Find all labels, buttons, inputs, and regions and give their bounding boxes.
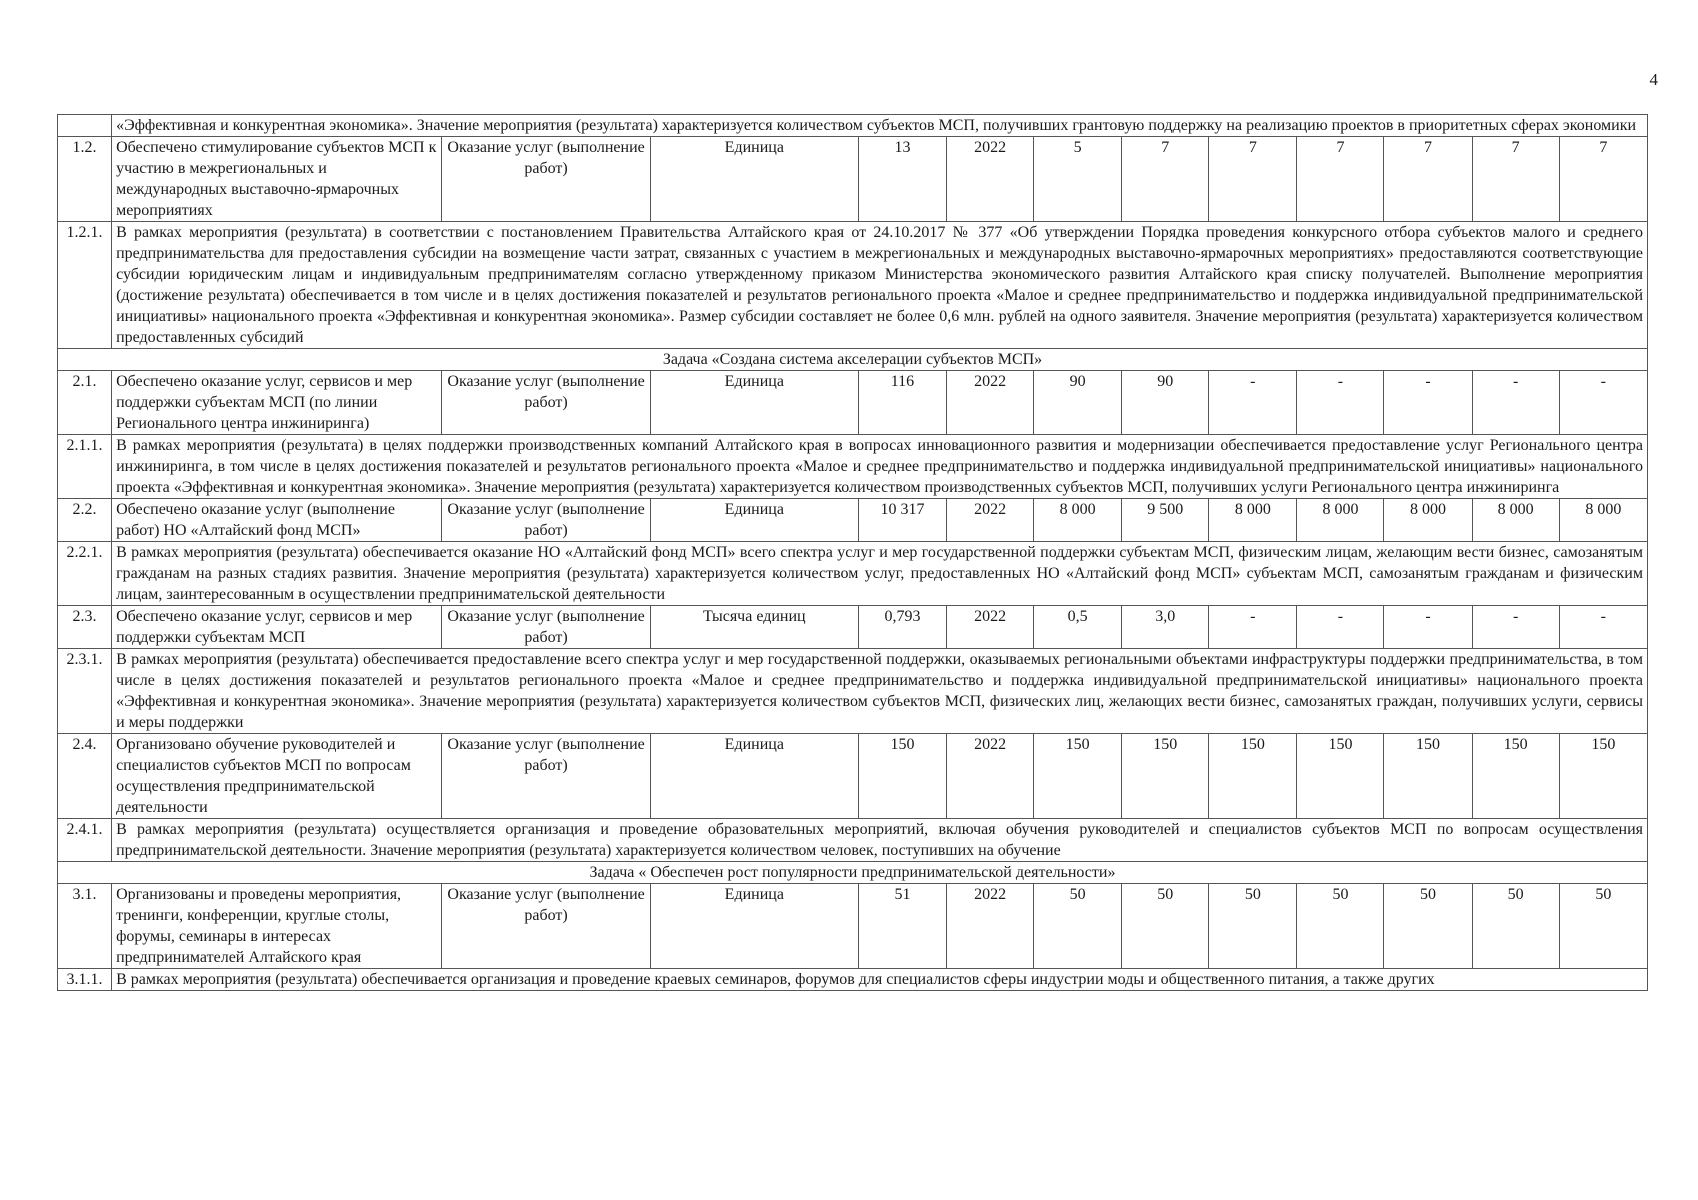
year-value: 150 <box>1559 734 1647 819</box>
description-row <box>58 542 1648 606</box>
base-year: 2022 <box>947 884 1034 969</box>
year-value: 50 <box>1209 884 1297 969</box>
year-value: 50 <box>1297 884 1384 969</box>
row-number: 2.2. <box>58 499 112 542</box>
base-year: 2022 <box>947 371 1034 435</box>
year-value: - <box>1209 606 1297 649</box>
base-value: 150 <box>858 734 946 819</box>
description-text: В рамках мероприятия (результата) осуществляется организация и проведение образовательных мероприятий, включая обучения руководителей и специалистов субъектов МСП по вопросам осуществления предпринимательской деятельности. Значение мероприятия (результата) характеризуется количеством человек, поступивших на обучение <box>112 819 1648 862</box>
year-value: - <box>1559 606 1647 649</box>
year-value: 90 <box>1034 371 1122 435</box>
measure-type: Оказание услуг (выполнение работ) <box>442 499 650 542</box>
year-value: 8 000 <box>1297 499 1384 542</box>
year-value: 50 <box>1122 884 1209 969</box>
row-number: 1.2. <box>58 137 112 222</box>
year-value: 8 000 <box>1384 499 1472 542</box>
description-row <box>58 222 1648 349</box>
measure-unit: Единица <box>650 371 858 435</box>
year-value: 50 <box>1559 884 1647 969</box>
measure-type: Оказание услуг (выполнение работ) <box>442 137 650 222</box>
row-number: 2.3.1. <box>58 649 112 734</box>
measure-name: Организовано обучение руководителей и специалистов субъектов МСП по вопросам осуществления предпринимательской деятельности <box>112 734 442 819</box>
row-number: 3.1.1. <box>58 969 112 991</box>
year-value: 8 000 <box>1472 499 1559 542</box>
year-value: 5 <box>1034 137 1122 222</box>
description-text: В рамках мероприятия (результата) обеспечивается предоставление всего спектра услуг и мер государственной поддержки, оказываемых региональными объектами инфраструктуры поддержки предпринимательства, в том числе в целях достижения показателей и результатов регионального проекта «Малое и среднее предпринимательство и поддержка индивидуальной предпринимательской инициативы» национального проекта «Эффективная и конкурентная экономика». Значение мероприятия (результата) характеризуется количеством субъектов МСП, физических лиц, желающих вести бизнес, самозанятых граждан, получивших услуги, сервисы и меры поддержки <box>112 649 1648 734</box>
row-number: 2.4.1. <box>58 819 112 862</box>
year-value: 150 <box>1122 734 1209 819</box>
year-value: 90 <box>1122 371 1209 435</box>
year-value: - <box>1384 371 1472 435</box>
measure-row <box>58 137 1648 222</box>
year-value: 8 000 <box>1034 499 1122 542</box>
table-body <box>58 115 1648 991</box>
measure-unit: Единица <box>650 499 858 542</box>
row-number: 2.1.1. <box>58 435 112 499</box>
year-value: 8 000 <box>1559 499 1647 542</box>
base-value: 51 <box>858 884 946 969</box>
year-value: 150 <box>1034 734 1122 819</box>
year-value: 7 <box>1472 137 1559 222</box>
year-value: - <box>1384 606 1472 649</box>
year-value: 7 <box>1122 137 1209 222</box>
base-year: 2022 <box>947 606 1034 649</box>
base-value: 116 <box>858 371 946 435</box>
page-number: 4 <box>1649 70 1658 89</box>
measure-unit: Единица <box>650 137 858 222</box>
measure-unit: Единица <box>650 734 858 819</box>
measures-table <box>57 114 1648 991</box>
task-heading: Задача « Обеспечен рост популярности предпринимательской деятельности» <box>58 862 1648 884</box>
measure-type: Оказание услуг (выполнение работ) <box>442 371 650 435</box>
description-text: В рамках мероприятия (результата) в целях поддержки производственных компаний Алтайского края в вопросах инновационного развития и модернизации обеспечивается предоставление услуг Регионального центра инжиниринга, в том числе в целях достижения показателей и результатов регионального проекта «Малое и среднее предпринимательство и поддержка индивидуальной предпринимательской инициативы» национального проекта «Эффективная и конкурентная экономика». Значение мероприятия (результата) характеризуется количеством производственных субъектов МСП, получивших услуги Регионального центра инжиниринга <box>112 435 1648 499</box>
measure-row <box>58 499 1648 542</box>
measure-row <box>58 371 1648 435</box>
year-value: 8 000 <box>1209 499 1297 542</box>
task-row <box>58 862 1648 884</box>
year-value: - <box>1297 606 1384 649</box>
row-number: 3.1. <box>58 884 112 969</box>
description-row <box>58 115 1648 137</box>
description-row <box>58 435 1648 499</box>
year-value: 3,0 <box>1122 606 1209 649</box>
year-value: 50 <box>1384 884 1472 969</box>
description-text: В рамках мероприятия (результата) обеспечивается оказание НО «Алтайский фонд МСП» всего спектра услуг и мер государственной поддержки субъектам МСП, физическим лицам, желающим вести бизнес, самозанятым гражданам на разных стадиях развития. Значение мероприятия (результата) характеризуется количеством услуг, предоставленных НО «Алтайский фонд МСП» субъектам МСП, самозанятым гражданам и физическим лицам, заинтересованным в осуществлении предпринимательской деятельности <box>112 542 1648 606</box>
measure-name: Обеспечено оказание услуг, сервисов и мер поддержки субъектам МСП <box>112 606 442 649</box>
task-heading: Задача «Создана система акселерации субъектов МСП» <box>58 349 1648 371</box>
year-value: 7 <box>1209 137 1297 222</box>
row-number: 2.1. <box>58 371 112 435</box>
base-value: 0,793 <box>858 606 946 649</box>
measure-row <box>58 884 1648 969</box>
description-row <box>58 969 1648 991</box>
base-value: 10 317 <box>858 499 946 542</box>
measure-row <box>58 606 1648 649</box>
year-value: - <box>1209 371 1297 435</box>
year-value: 150 <box>1297 734 1384 819</box>
measure-unit: Единица <box>650 884 858 969</box>
year-value: 7 <box>1297 137 1384 222</box>
base-value: 13 <box>858 137 946 222</box>
year-value: 50 <box>1472 884 1559 969</box>
base-year: 2022 <box>947 499 1034 542</box>
year-value: 0,5 <box>1034 606 1122 649</box>
year-value: - <box>1472 606 1559 649</box>
task-row <box>58 349 1648 371</box>
description-row <box>58 819 1648 862</box>
description-text: В рамках мероприятия (результата) в соответствии с постановлением Правительства Алтайского края от 24.10.2017 № 377 «Об утверждении Порядка проведения конкурсного отбора субъектов малого и среднего предпринимательства для предоставления субсидии на возмещение части затрат, связанных с участием в межрегиональных и международных выставочно-ярмарочных мероприятиях» предоставляются соответствующие субсидии юридическим лицам и индивидуальным предпринимателям согласно утвержденному приказом Министерства экономического развития Алтайского края списку получателей. Выполнение мероприятия (достижение результата) обеспечивается в том числе и в целях достижения показателей и результатов регионального проекта «Малое и среднее предпринимательство и поддержка индивидуальной предпринимательской инициативы» национального проекта «Эффективная и конкурентная экономика». Размер субсидии составляет не более 0,6 млн. рублей на одного заявителя. Значение мероприятия (результата) характеризуется количеством предоставленных субсидий <box>112 222 1648 349</box>
measure-name: Обеспечено оказание услуг, сервисов и мер поддержки субъектам МСП (по линии Регионального центра инжиниринга) <box>112 371 442 435</box>
measure-name: Обеспечено оказание услуг (выполнение работ) НО «Алтайский фонд МСП» <box>112 499 442 542</box>
year-value: 7 <box>1384 137 1472 222</box>
measure-type: Оказание услуг (выполнение работ) <box>442 606 650 649</box>
year-value: 9 500 <box>1122 499 1209 542</box>
measure-name: Организованы и проведены мероприятия, тренинги, конференции, круглые столы, форумы, семинары в интересах предпринимателей Алтайского края <box>112 884 442 969</box>
year-value: 50 <box>1034 884 1122 969</box>
measure-row <box>58 734 1648 819</box>
measure-type: Оказание услуг (выполнение работ) <box>442 884 650 969</box>
row-number: 2.3. <box>58 606 112 649</box>
base-year: 2022 <box>947 734 1034 819</box>
measure-unit: Тысяча единиц <box>650 606 858 649</box>
measure-type: Оказание услуг (выполнение работ) <box>442 734 650 819</box>
year-value: 150 <box>1472 734 1559 819</box>
year-value: - <box>1297 371 1384 435</box>
measure-name: Обеспечено стимулирование субъектов МСП к участию в межрегиональных и международных выставочно-ярмарочных мероприятиях <box>112 137 442 222</box>
row-number: 1.2.1. <box>58 222 112 349</box>
description-text: «Эффективная и конкурентная экономика». Значение мероприятия (результата) характеризуется количеством субъектов МСП, получивших грантовую поддержку на реализацию проектов в приоритетных сферах экономики <box>112 115 1648 137</box>
description-row <box>58 649 1648 734</box>
year-value: 150 <box>1209 734 1297 819</box>
base-year: 2022 <box>947 137 1034 222</box>
year-value: 150 <box>1384 734 1472 819</box>
row-number: 2.4. <box>58 734 112 819</box>
row-number <box>58 115 112 137</box>
description-text: В рамках мероприятия (результата) обеспечивается организация и проведение краевых семинаров, форумов для специалистов сферы индустрии моды и общественного питания, а также других <box>112 969 1648 991</box>
year-value: - <box>1472 371 1559 435</box>
year-value: - <box>1559 371 1647 435</box>
row-number: 2.2.1. <box>58 542 112 606</box>
year-value: 7 <box>1559 137 1647 222</box>
